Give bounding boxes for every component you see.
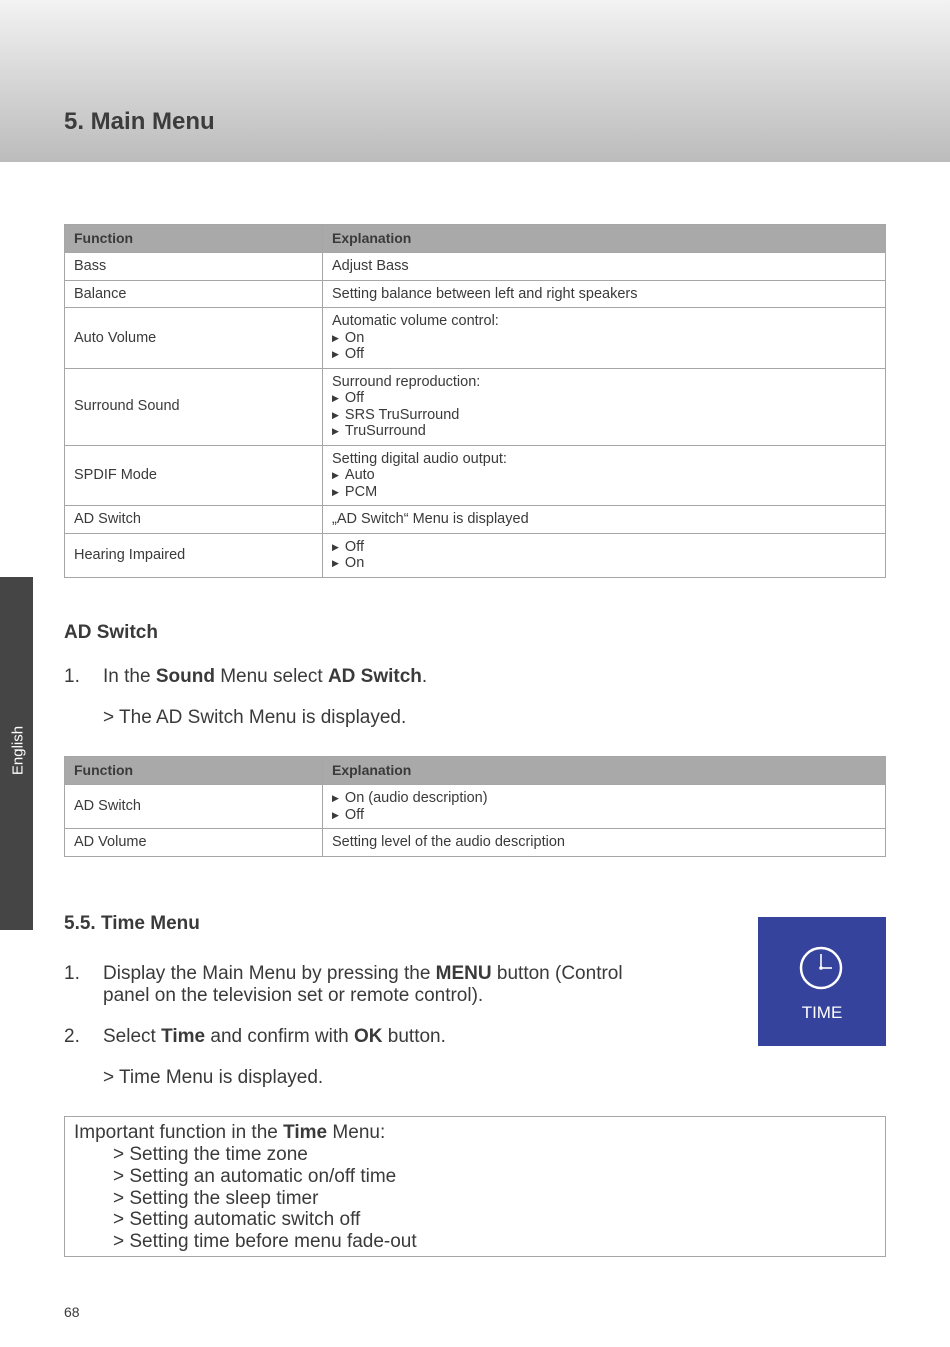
- option-item: [332, 390, 876, 407]
- step-text: [103, 1026, 446, 1048]
- explanation-text: Surround reproduction:: [332, 373, 481, 390]
- info-intro: [74, 1122, 385, 1144]
- table-row: [65, 506, 886, 534]
- table-row: [65, 368, 886, 445]
- step-emphasis: OK: [354, 1026, 383, 1047]
- ad-switch-table: [64, 756, 886, 857]
- option-label: Off: [344, 346, 364, 362]
- option-item: [332, 484, 876, 501]
- option-item: [332, 539, 876, 556]
- explanation-text: Automatic volume control:: [332, 313, 499, 329]
- important-functions-list: [113, 1144, 417, 1253]
- important-functions-box: [64, 1116, 886, 1257]
- column-header-function: Function: [65, 757, 323, 785]
- time-menu-result: > Time Menu is displayed.: [103, 1067, 324, 1088]
- step-number: 1.: [64, 666, 80, 687]
- function-cell: Bass: [65, 253, 323, 281]
- step-emphasis: Sound: [155, 666, 215, 687]
- triangle-bullet-icon: ▶: [332, 809, 339, 820]
- step-text-line-2: panel on the television set or remote control).: [103, 985, 484, 1006]
- triangle-bullet-icon: ▶: [332, 793, 339, 803]
- option-item: [332, 807, 876, 824]
- clock-icon: [797, 944, 845, 992]
- step-text-part: .: [421, 666, 428, 687]
- option-item: [332, 407, 876, 424]
- explanation-text: Adjust Bass: [332, 258, 409, 274]
- table-row: [65, 308, 886, 369]
- option-label: Off: [344, 390, 364, 406]
- option-label: SRS TruSurround: [344, 406, 460, 423]
- option-label: Off: [344, 806, 364, 823]
- column-header-explanation: Explanation: [323, 757, 886, 785]
- explanation-text: Setting balance between left and right speakers: [332, 285, 638, 302]
- ad-switch-result: > The AD Switch Menu is displayed.: [103, 707, 407, 728]
- triangle-bullet-icon: ▶: [332, 470, 339, 480]
- time-menu-tile: [758, 917, 886, 1046]
- option-item: [332, 346, 876, 363]
- triangle-bullet-icon: ▶: [332, 486, 339, 497]
- function-cell: Surround Sound: [65, 368, 323, 445]
- time-tile-label: TIME: [801, 1003, 843, 1022]
- function-cell: Hearing Impaired: [65, 533, 323, 577]
- explanation-cell: [323, 368, 886, 445]
- step-text: [103, 963, 623, 985]
- explanation-cell: [323, 253, 886, 281]
- table-row: [65, 829, 886, 857]
- option-item: [332, 555, 876, 572]
- step-text-part: and confirm with: [205, 1026, 355, 1047]
- page-number: 68: [64, 1304, 80, 1320]
- step-emphasis: MENU: [435, 963, 492, 984]
- list-item: > Setting time before menu fade-out: [113, 1231, 417, 1253]
- column-header-explanation: Explanation: [323, 225, 886, 253]
- triangle-bullet-icon: ▶: [332, 349, 339, 359]
- table-row: [65, 280, 886, 308]
- explanation-cell: [323, 445, 886, 506]
- step-emphasis: Time: [161, 1026, 206, 1047]
- explanation-text: „AD Switch“ Menu is displayed: [332, 511, 529, 527]
- explanation-cell: [323, 506, 886, 534]
- option-label: Off: [344, 538, 364, 555]
- step-number: 1.: [64, 963, 80, 984]
- triangle-bullet-icon: ▶: [332, 541, 339, 552]
- function-cell: AD Volume: [65, 829, 323, 857]
- function-cell: AD Switch: [65, 785, 323, 829]
- table-row: [65, 445, 886, 506]
- table-row: [65, 533, 886, 577]
- function-cell: SPDIF Mode: [65, 445, 323, 506]
- explanation-cell: [323, 829, 886, 857]
- triangle-bullet-icon: ▶: [332, 409, 339, 420]
- info-intro-text: Menu:: [327, 1122, 386, 1143]
- option-item: [332, 790, 876, 807]
- step-text: [103, 666, 427, 688]
- ad-switch-heading: AD Switch: [64, 622, 158, 643]
- table-header-row: [65, 225, 886, 253]
- table-row: [65, 253, 886, 281]
- option-label: On (audio description): [344, 790, 488, 806]
- triangle-bullet-icon: ▶: [332, 393, 339, 403]
- triangle-bullet-icon: ▶: [332, 558, 339, 568]
- info-intro-text: Important function in the: [74, 1122, 284, 1143]
- explanation-cell: [323, 308, 886, 369]
- triangle-bullet-icon: ▶: [332, 426, 339, 436]
- step-text-part: Menu select: [214, 666, 328, 687]
- option-label: Auto: [344, 467, 375, 483]
- triangle-bullet-icon: ▶: [332, 332, 339, 343]
- explanation-cell: [323, 533, 886, 577]
- step-text-part: button.: [382, 1026, 446, 1047]
- explanation-text: Setting digital audio output:: [332, 450, 507, 467]
- sound-functions-table: [64, 224, 886, 578]
- option-item: [332, 467, 876, 484]
- option-item: [332, 423, 876, 440]
- option-label: TruSurround: [344, 423, 426, 439]
- step-text-part: Select: [103, 1026, 162, 1047]
- explanation-text: Setting level of the audio description: [332, 834, 565, 850]
- list-item: > Setting an automatic on/off time: [113, 1165, 397, 1187]
- option-label: On: [344, 555, 365, 571]
- step-emphasis: AD Switch: [327, 666, 422, 687]
- time-menu-heading: 5.5. Time Menu: [64, 913, 200, 934]
- list-item: > Setting the time zone: [113, 1144, 308, 1165]
- function-cell: AD Switch: [65, 506, 323, 534]
- explanation-cell: [323, 280, 886, 308]
- table-header-row: [65, 757, 886, 785]
- table-row: [65, 785, 886, 829]
- explanation-cell: [323, 785, 886, 829]
- option-item: [332, 330, 876, 347]
- option-label: PCM: [344, 483, 378, 500]
- step-text-part: button (Control: [491, 963, 623, 984]
- function-cell: Auto Volume: [65, 308, 323, 369]
- page-title: 5. Main Menu: [64, 108, 215, 135]
- function-cell: Balance: [65, 280, 323, 308]
- step-number: 2.: [64, 1026, 80, 1047]
- list-item: > Setting automatic switch off: [113, 1209, 361, 1231]
- list-item: > Setting the sleep timer: [113, 1187, 319, 1209]
- page-header: [0, 0, 950, 162]
- option-label: On: [344, 329, 365, 346]
- column-header-function: Function: [65, 225, 323, 253]
- info-intro-emphasis: Time: [283, 1122, 328, 1143]
- step-text-part: In the: [103, 666, 156, 687]
- step-text-part: Display the Main Menu by pressing the: [103, 963, 436, 984]
- language-tab-label: English: [9, 725, 27, 776]
